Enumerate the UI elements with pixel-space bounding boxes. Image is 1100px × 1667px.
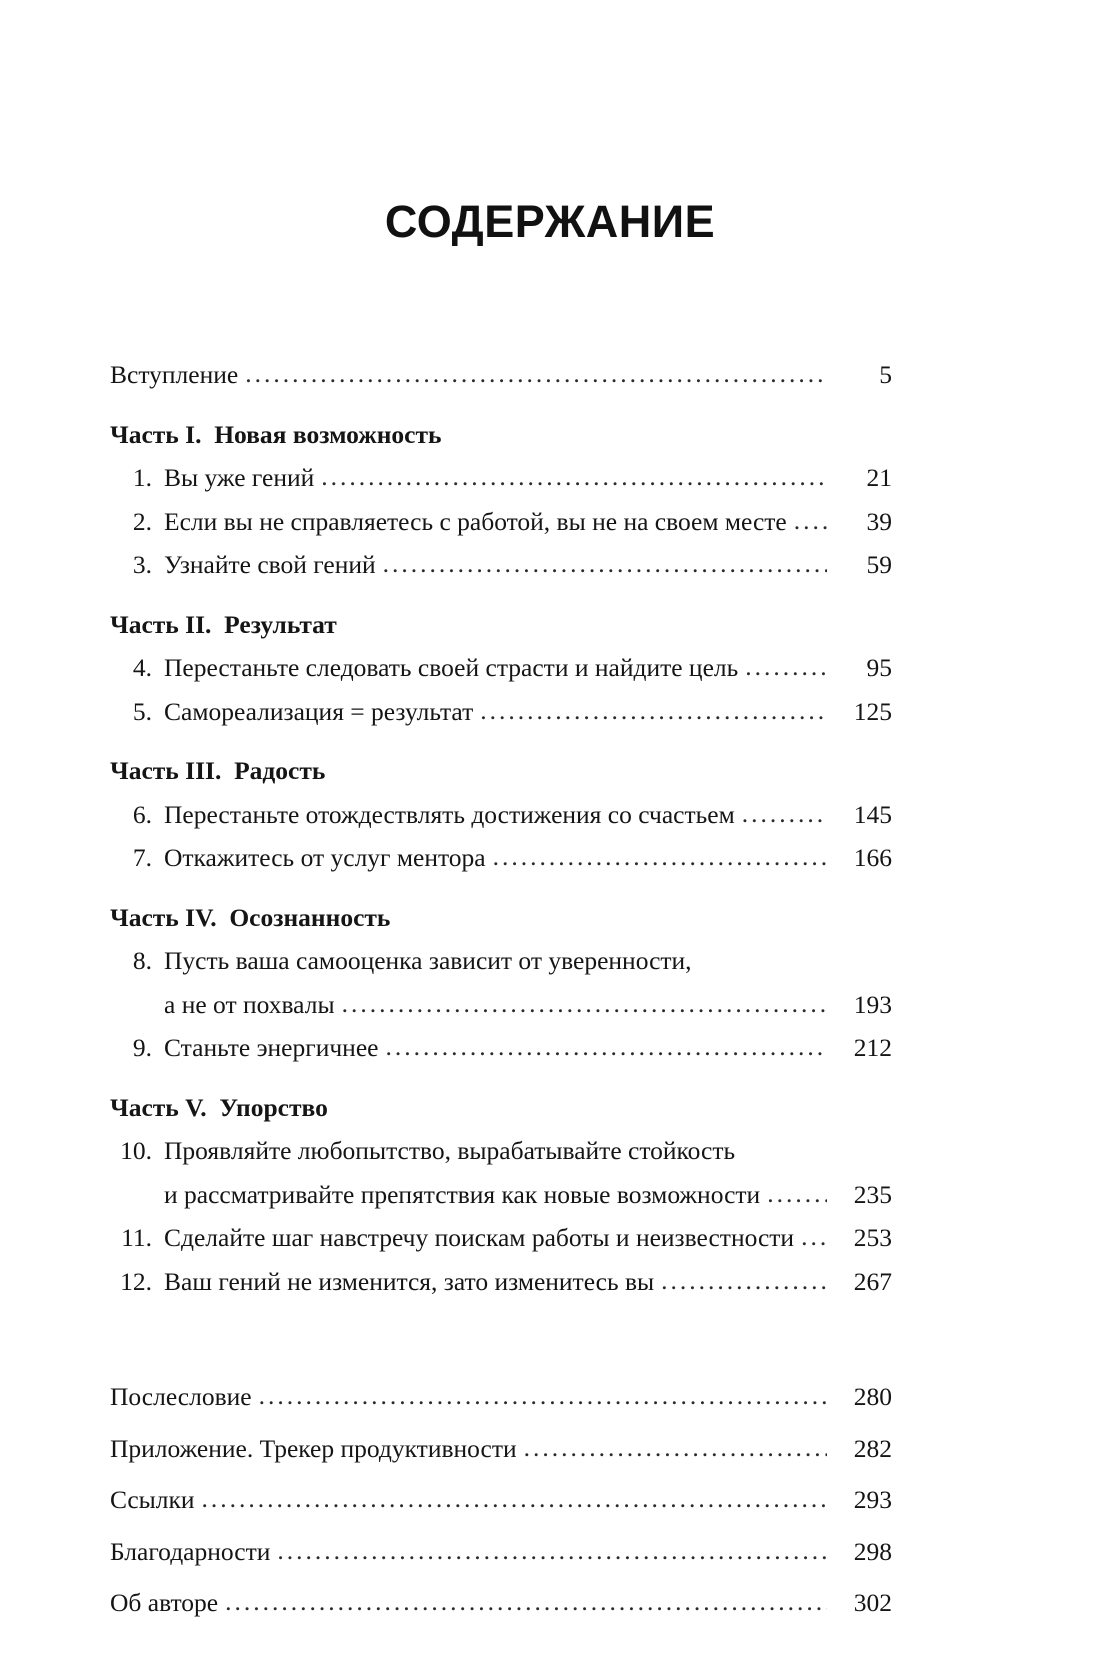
toc-entry-back-matter[interactable]	[110, 1536, 892, 1566]
toc-entry-back-matter[interactable]	[110, 1590, 892, 1616]
toc-entry-back-matter[interactable]	[110, 1487, 892, 1513]
toc-entry-label: Перестаньте следовать своей страсти и найдите цель	[164, 653, 739, 682]
dot-leader	[745, 654, 827, 680]
toc-entry-label: Перестаньте отождествлять достижения со счастьем	[164, 799, 735, 829]
toc-entry-chapter[interactable]	[110, 1266, 892, 1296]
toc-entry-chapter[interactable]	[110, 1225, 892, 1251]
chapter-number: 8.	[132, 946, 152, 975]
toc-entry-label: Проявляйте любопытство, вырабатывайте стойкость	[164, 1136, 736, 1165]
dot-leader	[321, 464, 827, 490]
dot-leader	[259, 1383, 827, 1409]
chapter-number: 5.	[132, 696, 152, 726]
dot-leader	[742, 801, 827, 827]
toc-entry-label: Послесловие	[110, 1382, 252, 1411]
dot-leader	[767, 1181, 827, 1207]
toc-entry-chapter-continuation[interactable]	[110, 989, 892, 1019]
toc-entry-label: Ссылки	[110, 1485, 195, 1514]
toc-entry-label: а не от похвалы	[164, 989, 335, 1019]
toc-entry-label: Вступление	[110, 360, 239, 389]
toc-entry-page: 193	[853, 989, 892, 1019]
toc-entry-page: 280	[853, 1382, 892, 1411]
table-of-contents	[110, 362, 892, 1616]
toc-entry-page: 166	[853, 843, 892, 872]
toc-entry-chapter-continuation[interactable]	[110, 1179, 892, 1209]
part-heading-2: Часть II. Результат	[110, 609, 337, 639]
toc-entry-chapter[interactable]	[110, 845, 892, 871]
toc-entry-label: и рассматривайте препятствия как новые возможности	[164, 1179, 761, 1209]
toc-entry-label: Самореализация = результат	[164, 696, 474, 726]
toc-entry-page: 302	[853, 1588, 892, 1617]
dot-leader	[245, 361, 827, 387]
part-heading-4: Часть IV. Осознанность	[110, 902, 391, 932]
toc-entry-chapter[interactable]	[110, 1138, 892, 1164]
dot-leader	[277, 1538, 827, 1564]
toc-entry-chapter[interactable]	[110, 655, 892, 681]
chapter-number: 12.	[120, 1266, 152, 1296]
toc-entry-label: Об авторе	[110, 1588, 219, 1617]
toc-entry-page: 21	[866, 463, 892, 492]
toc-entry-chapter[interactable]	[110, 799, 892, 829]
toc-entry-page: 39	[866, 506, 892, 536]
toc-entry-label: Вы уже гений	[164, 463, 315, 492]
dot-leader	[493, 844, 827, 870]
toc-entry-chapter[interactable]	[110, 696, 892, 726]
toc-entry-page: 253	[853, 1223, 892, 1252]
chapter-number: 2.	[132, 506, 152, 536]
toc-entry-page: 212	[853, 1033, 892, 1062]
toc-entry-page: 267	[853, 1266, 892, 1296]
dot-leader	[661, 1268, 827, 1294]
chapter-number: 6.	[132, 799, 152, 829]
toc-entry-label: Если вы не справляетесь с работой, вы не на своем месте	[164, 506, 787, 536]
part-heading-3: Часть III. Радость	[110, 756, 326, 785]
chapter-number: 9.	[132, 1033, 152, 1062]
toc-entry-page: 293	[853, 1485, 892, 1514]
toc-entry-page: 235	[853, 1179, 892, 1209]
dot-leader	[480, 698, 827, 724]
toc-entry-chapter[interactable]	[110, 948, 892, 974]
dot-leader	[524, 1435, 827, 1461]
dot-leader	[383, 551, 827, 577]
toc-entry-chapter[interactable]	[110, 552, 892, 578]
toc-entry-label: Станьте энергичнее	[164, 1033, 379, 1062]
dot-leader	[225, 1589, 827, 1615]
toc-entry-page: 125	[853, 696, 892, 726]
toc-entry-label: Откажитесь от услуг ментора	[164, 843, 486, 872]
toc-entry-label: Ваш гений не изменится, зато изменитесь вы	[164, 1266, 655, 1296]
chapter-number: 3.	[132, 550, 152, 579]
toc-entry-chapter[interactable]	[110, 506, 892, 536]
chapter-number: 10.	[120, 1136, 152, 1165]
toc-entry-page: 145	[853, 799, 892, 829]
dot-leader	[202, 1486, 827, 1512]
toc-entry-label: Благодарности	[110, 1536, 271, 1566]
toc-entry-page: 95	[866, 653, 892, 682]
toc-entry-label: Пусть ваша самооценка зависит от уверенности,	[164, 946, 692, 975]
page-title: СОДЕРЖАНИЕ	[384, 196, 716, 247]
chapter-number: 4.	[132, 653, 152, 682]
toc-entry-front-matter[interactable]	[110, 362, 892, 388]
toc-entry-label: Узнайте свой гений	[164, 550, 376, 579]
toc-entry-page: 59	[866, 550, 892, 579]
part-heading-1: Часть I. Новая возможность	[110, 419, 442, 449]
toc-entry-label: Приложение. Трекер продуктивности	[110, 1433, 517, 1463]
dot-leader	[794, 508, 827, 534]
dot-leader	[801, 1224, 827, 1250]
dot-leader	[385, 1034, 827, 1060]
toc-entry-back-matter[interactable]	[110, 1384, 892, 1410]
toc-entry-page: 5	[879, 360, 892, 389]
toc-entry-chapter[interactable]	[110, 465, 892, 491]
toc-entry-back-matter[interactable]	[110, 1433, 892, 1463]
dot-leader	[342, 991, 827, 1017]
chapter-number: 1.	[132, 463, 152, 492]
toc-entry-page: 298	[853, 1536, 892, 1566]
chapter-number: 7.	[132, 843, 152, 872]
chapter-number: 11.	[121, 1223, 152, 1252]
toc-entry-page: 282	[853, 1433, 892, 1463]
part-heading-5: Часть V. Упорство	[110, 1092, 328, 1122]
toc-entry-label: Сделайте шаг навстречу поискам работы и неизвестности	[164, 1223, 795, 1252]
toc-entry-chapter[interactable]	[110, 1035, 892, 1061]
